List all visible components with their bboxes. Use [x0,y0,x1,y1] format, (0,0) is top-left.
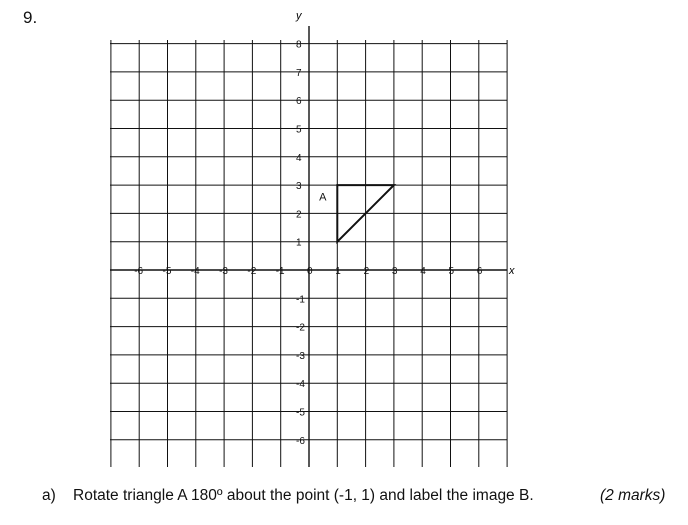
x-tick-label: -2 [247,266,257,277]
y-tick-label: 4 [296,152,302,164]
y-tick-label: 7 [296,67,302,79]
y-tick-label: -1 [296,294,305,306]
x-tick-label: 0 [307,266,313,277]
y-tick-label: -6 [296,435,305,447]
y-tick-label: 8 [296,39,302,51]
y-tick-label: 6 [296,96,302,108]
question-text: Rotate triangle A 180º about the point (-1, 1) and label the image B. [73,487,534,504]
x-axis-label: x [509,265,515,277]
x-tick-label: -3 [219,266,229,277]
question-number: 9. [23,8,38,27]
y-tick-label: 3 [296,181,302,193]
part-label: a) [42,487,56,504]
y-tick-label: -3 [296,350,305,362]
x-tick-label: 5 [448,266,455,277]
x-tick-label: 1 [335,266,341,277]
y-tick-label: 5 [296,124,302,136]
x-tick-label: 2 [363,266,370,277]
y-tick-label: -2 [296,322,305,334]
y-tick-label: -5 [296,407,305,419]
marks-label: (2 marks) [600,487,666,504]
triangle-a-label: A [319,191,327,204]
y-axis-label: y [296,10,302,22]
x-tick-label: 6 [476,266,483,277]
x-tick-label: 3 [391,266,398,277]
x-tick-label: -1 [275,266,285,277]
y-tick-label: 2 [296,209,302,221]
y-tick-label: 1 [296,237,302,249]
axes [110,26,507,467]
x-tick-label: -4 [190,266,200,277]
x-tick-label: -6 [134,266,144,277]
x-tick-label: -5 [162,266,172,277]
x-tick-label: 4 [420,266,426,277]
y-tick-label: -4 [296,379,305,391]
